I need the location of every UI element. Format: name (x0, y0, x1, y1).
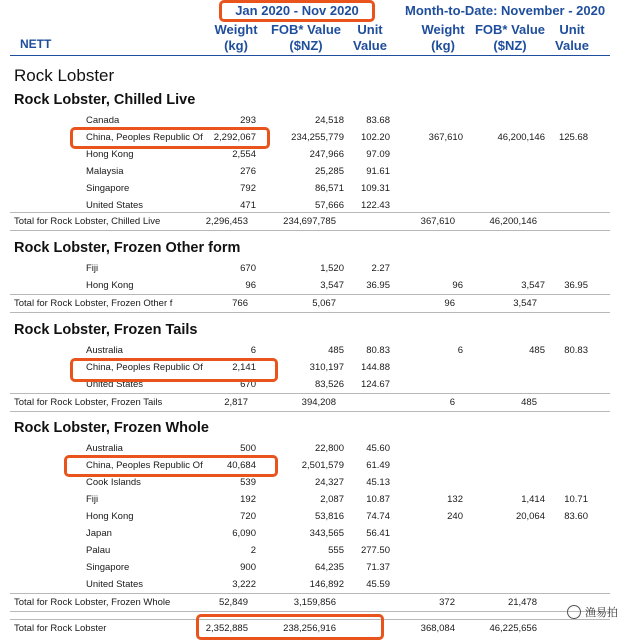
weight-cell: 2 (250, 545, 256, 556)
section-title-frozen-tails: Rock Lobster, Frozen Tails (14, 322, 198, 338)
mtd-unit-value-cell: 10.71 (564, 494, 588, 505)
mtd-fob-value-cell: 21,478 (507, 597, 537, 608)
unit-header-ytd: Unit Value (353, 22, 387, 53)
mtd-weight-cell: 96 (444, 298, 455, 309)
mtd-unit-value-cell: 125.68 (558, 132, 588, 143)
mtd-fob-value-cell: 485 (521, 397, 537, 408)
mtd-fob-value-cell: 485 (529, 345, 545, 356)
weight-cell: 2,292,067 (213, 132, 256, 143)
mtd-fob-value-cell: 3,547 (521, 280, 545, 291)
country-cell: Total for Rock Lobster, Frozen Tails (14, 397, 163, 408)
country-cell: Hong Kong (86, 511, 134, 522)
mtd-fob-value-cell: 1,414 (521, 494, 545, 505)
mtd-weight-cell: 368,084 (420, 623, 455, 634)
fob-value-cell: 3,159,856 (293, 597, 336, 608)
unit-value-cell: 91.61 (366, 166, 390, 177)
section-title-frozen-other: Rock Lobster, Frozen Other form (14, 240, 241, 256)
country-cell: China, Peoples Republic Of (86, 460, 203, 471)
fob-header-mtd: FOB* Value ($NZ) (474, 22, 546, 53)
mtd-weight-cell: 6 (457, 345, 463, 356)
fob-value-cell: 343,565 (309, 528, 344, 539)
country-cell: Total for Rock Lobster, Frozen Other f (14, 298, 173, 309)
fob-value-cell: 22,800 (314, 443, 344, 454)
page-title: Rock Lobster (14, 66, 115, 85)
weight-cell: 52,849 (218, 597, 248, 608)
table-row (0, 576, 628, 593)
country-cell: Total for Rock Lobster (14, 623, 107, 634)
unit-value-cell: 10.87 (366, 494, 390, 505)
fob-value-cell: 555 (328, 545, 344, 556)
fob-value-cell: 2,087 (320, 494, 344, 505)
fob-value-cell: 310,197 (309, 362, 344, 373)
country-cell: United States (86, 200, 144, 211)
fob-value-cell: 24,518 (314, 115, 344, 126)
mtd-weight-cell: 367,610 (420, 216, 455, 227)
fob-value-cell: 394,208 (301, 397, 336, 408)
table-row (0, 163, 628, 180)
weight-header-mtd: Weight (kg) (421, 22, 465, 53)
weight-cell: 766 (232, 298, 248, 309)
country-cell: Total for Rock Lobster, Chilled Live (14, 216, 161, 227)
fob-value-cell: 146,892 (309, 579, 344, 590)
watermark-text: 渔易拍 (585, 607, 618, 619)
mtd-fob-value-cell: 46,200,146 (489, 216, 537, 227)
mtd-fob-value-cell: 3,547 (513, 298, 537, 309)
section-total-row (10, 212, 610, 231)
weight-cell: 670 (240, 379, 256, 390)
unit-value-cell: 122.43 (360, 200, 390, 211)
highlight-china-tails (70, 358, 278, 382)
table-row (0, 342, 628, 359)
country-cell: Australia (86, 443, 123, 454)
table-row (0, 277, 628, 294)
unit-value-cell: 102.20 (360, 132, 390, 143)
weight-cell: 2,352,885 (205, 623, 248, 634)
unit-value-cell: 83.68 (366, 115, 390, 126)
country-cell: United States (86, 579, 144, 590)
mtd-fob-value-cell: 46,200,146 (497, 132, 545, 143)
watermark-logo-icon (567, 605, 581, 619)
table-row (0, 180, 628, 197)
table-row (0, 559, 628, 576)
weight-cell: 6 (250, 345, 256, 356)
table-row (0, 525, 628, 542)
mtd-weight-cell: 372 (439, 597, 455, 608)
mtd-weight-cell: 6 (449, 397, 455, 408)
weight-cell: 539 (240, 477, 256, 488)
unit-value-cell: 2.27 (371, 263, 390, 274)
country-cell: Fiji (86, 263, 99, 274)
country-cell: United States (86, 379, 144, 390)
country-cell: Japan (86, 528, 112, 539)
weight-cell: 670 (240, 263, 256, 274)
weight-cell: 792 (240, 183, 256, 194)
weight-cell: 2,817 (224, 397, 248, 408)
month-to-date-label: Month-to-Date: November - 2020 (405, 3, 606, 18)
fob-value-cell: 57,666 (314, 200, 344, 211)
watermark (567, 604, 618, 620)
table-row (0, 508, 628, 525)
unit-value-cell: 36.95 (366, 280, 390, 291)
highlight-china-whole (64, 455, 278, 477)
weight-cell: 276 (240, 166, 256, 177)
country-cell: Singapore (86, 183, 130, 194)
mtd-unit-value-cell: 83.60 (564, 511, 588, 522)
country-cell: Canada (86, 115, 120, 126)
highlight-china-chilled (70, 127, 270, 149)
weight-cell: 471 (240, 200, 256, 211)
unit-value-cell: 56.41 (366, 528, 390, 539)
table-row (0, 491, 628, 508)
fob-value-cell: 3,547 (320, 280, 344, 291)
section-title-frozen-whole: Rock Lobster, Frozen Whole (14, 420, 209, 436)
mtd-weight-cell: 367,610 (428, 132, 463, 143)
nett-label: NETT (20, 37, 52, 51)
weight-cell: 192 (240, 494, 256, 505)
mtd-unit-value-cell: 80.83 (564, 345, 588, 356)
mtd-fob-value-cell: 20,064 (515, 511, 545, 522)
table-row (0, 260, 628, 277)
fob-value-cell: 238,256,916 (283, 623, 336, 634)
fob-value-cell: 64,235 (314, 562, 344, 573)
country-cell: Cook Islands (86, 477, 141, 488)
fob-value-cell: 83,526 (314, 379, 344, 390)
country-cell: China, Peoples Republic Of (86, 362, 203, 373)
table-row (0, 542, 628, 559)
country-cell: Australia (86, 345, 123, 356)
fob-value-cell: 234,697,785 (283, 216, 336, 227)
unit-value-cell: 277.50 (360, 545, 390, 556)
weight-cell: 2,554 (232, 149, 256, 160)
highlight-grand-total (196, 614, 384, 640)
unit-value-cell: 74.74 (366, 511, 390, 522)
header-rule (10, 55, 610, 56)
unit-value-cell: 45.59 (366, 579, 390, 590)
mtd-unit-value-cell: 36.95 (564, 280, 588, 291)
fob-value-cell: 485 (328, 345, 344, 356)
weight-cell: 3,222 (232, 579, 256, 590)
fob-value-cell: 24,327 (314, 477, 344, 488)
mtd-weight-cell: 240 (447, 511, 463, 522)
section-total-row (10, 593, 610, 612)
fob-value-cell: 86,571 (314, 183, 344, 194)
section-total-row (10, 393, 610, 412)
fob-value-cell: 234,255,779 (291, 132, 344, 143)
unit-value-cell: 45.13 (366, 477, 390, 488)
fob-header-ytd: FOB* Value ($NZ) (270, 22, 342, 53)
section-total-row (10, 294, 610, 313)
unit-value-cell: 71.37 (366, 562, 390, 573)
weight-cell: 96 (245, 280, 256, 291)
weight-cell: 900 (240, 562, 256, 573)
weight-cell: 40,684 (226, 460, 256, 471)
country-cell: Malaysia (86, 166, 124, 177)
weight-cell: 6,090 (232, 528, 256, 539)
unit-value-cell: 45.60 (366, 443, 390, 454)
unit-value-cell: 109.31 (360, 183, 390, 194)
weight-cell: 2,141 (232, 362, 256, 373)
unit-value-cell: 97.09 (366, 149, 390, 160)
country-cell: Fiji (86, 494, 99, 505)
fob-value-cell: 1,520 (320, 263, 344, 274)
unit-value-cell: 61.49 (366, 460, 390, 471)
fob-value-cell: 5,067 (312, 298, 336, 309)
fob-value-cell: 2,501,579 (301, 460, 344, 471)
section-title-chilled-live: Rock Lobster, Chilled Live (14, 92, 196, 108)
country-cell: China, Peoples Republic Of (86, 132, 203, 143)
weight-cell: 720 (240, 511, 256, 522)
mtd-weight-cell: 96 (452, 280, 463, 291)
weight-cell: 2,296,453 (205, 216, 248, 227)
country-cell: Singapore (86, 562, 130, 573)
mtd-fob-value-cell: 46,225,656 (489, 623, 537, 634)
mtd-weight-cell: 132 (447, 494, 463, 505)
country-cell: Hong Kong (86, 149, 134, 160)
fob-value-cell: 247,966 (309, 149, 344, 160)
unit-value-cell: 124.67 (360, 379, 390, 390)
weight-cell: 500 (240, 443, 256, 454)
unit-value-cell: 144.88 (360, 362, 390, 373)
country-cell: Hong Kong (86, 280, 134, 291)
unit-header-mtd: Unit Value (555, 22, 589, 53)
country-cell: Palau (86, 545, 111, 556)
country-cell: Total for Rock Lobster, Frozen Whole (14, 597, 171, 608)
unit-value-cell: 80.83 (366, 345, 390, 356)
fob-value-cell: 25,285 (314, 166, 344, 177)
weight-header-ytd: Weight (kg) (214, 22, 258, 53)
weight-cell: 293 (240, 115, 256, 126)
period-label: Jan 2020 - Nov 2020 (235, 3, 359, 18)
fob-value-cell: 53,816 (314, 511, 344, 522)
